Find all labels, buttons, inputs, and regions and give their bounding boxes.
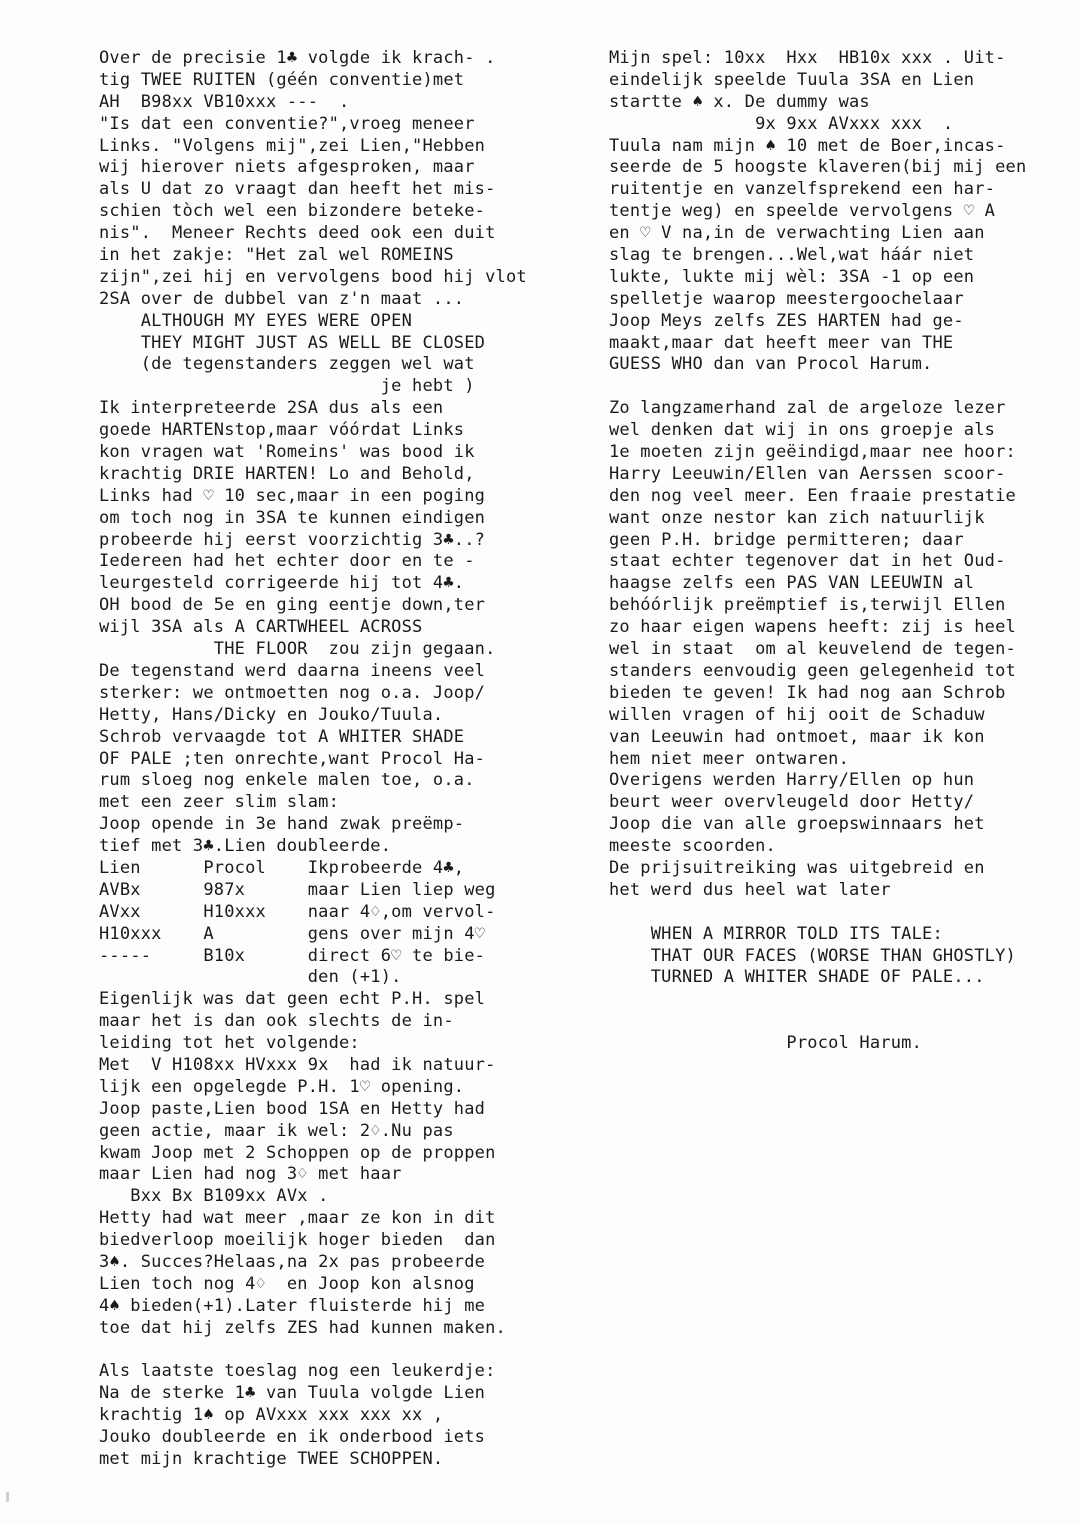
right-column-line: geen P.H. bridge permitteren; daar [609, 529, 964, 550]
right-column-line: lukte, lukte mij wèl: 3SA -1 op een [609, 266, 975, 287]
left-text-column [99, 48, 559, 1471]
left-column-line [99, 1340, 559, 1362]
left-column-line: AVBx 987x maar Lien liep weg [99, 879, 496, 900]
left-column-line: met een zeer slim slam: [99, 792, 340, 813]
left-column-line: met mijn krachtige TWEE SCHOPPEN. [99, 1449, 444, 1469]
left-column-line: zijn",zei hij en vervolgens bood hij vlot [99, 266, 527, 287]
right-column-line: meeste scoorden. [609, 836, 776, 857]
left-column-line: ALTHOUGH MY EYES WERE OPEN [99, 310, 413, 331]
right-column-line: Overigens werden Harry/Ellen op hun [609, 770, 975, 791]
right-text-column [609, 48, 1074, 1055]
left-column-line: Als laatste toeslag nog een leukerdje: [99, 1361, 496, 1382]
left-column-line: tief met 3♣.Lien doubleerde. [99, 836, 392, 857]
left-column-line: Lien toch nog 4♢ en Joop kon alsnog [99, 1273, 475, 1294]
right-column-line: het werd dus heel wat later [609, 879, 891, 900]
right-column-line: behóórlijk preëmptief is,terwijl Ellen [609, 595, 1006, 616]
left-column-line: Links had ♡ 10 sec,maar in een poging [99, 485, 486, 506]
left-column-line: tig TWEE RUITEN (géén conventie)met [99, 69, 465, 90]
right-column-line: willen vragen of hij ooit de Schaduw [609, 704, 985, 725]
right-column-line: en ♡ V na,in de verwachting Lien aan [609, 223, 985, 244]
left-column-line: lijk een opgelegde P.H. 1♡ opening. [99, 1076, 465, 1097]
left-column-line: Hetty had wat meer ,maar ze kon in dit [99, 1208, 496, 1229]
right-column-line [609, 989, 1074, 1011]
left-column-line: nis". Meneer Rechts deed ook een duit [99, 223, 496, 244]
right-column-line [609, 902, 1074, 924]
right-column-line: seerde de 5 hoogste klaveren(bij mij een [609, 157, 1027, 178]
left-column-line: "Is dat een conventie?",vroeg meneer [99, 113, 475, 134]
left-column-line: maar het is dan ook slechts de in- [99, 1011, 454, 1032]
right-column-line: WHEN A MIRROR TOLD ITS TALE: [609, 923, 943, 944]
right-column-line [609, 1011, 1074, 1033]
right-column-line: Procol Harum. [609, 1033, 923, 1054]
right-column-line: wel in staat om al keuvelend de tegen- [609, 639, 1016, 660]
right-column-line: Mijn spel: 10xx Hxx HB10x xxx . Uit- [609, 48, 1006, 68]
right-column-line: beurt weer overvleugeld door Hetty/ [609, 792, 975, 813]
left-column-line: goede HARTENstop,maar vóórdat Links [99, 420, 465, 441]
left-column-line: maar Lien had nog 3♢ met haar [99, 1164, 402, 1185]
right-column-line: van Leeuwin had ontmoet, maar ik kon [609, 726, 985, 747]
left-column-line: H10xxx A gens over mijn 4♡ [99, 923, 486, 944]
right-column-line: zo haar eigen wapens heeft: zij is heel [609, 617, 1016, 638]
right-column-line: wel denken dat wij in ons groepje als [609, 420, 996, 441]
right-column-line: spelletje waarop meestergoochelaar [609, 288, 964, 309]
left-column-line: THE FLOOR zou zijn gegaan. [99, 639, 496, 660]
left-column-line: Iedereen had het echter door en te - [99, 551, 475, 572]
right-column-line: tentje weg) en speelde vervolgens ♡ A [609, 201, 996, 222]
left-column-line: den (+1). [99, 967, 402, 988]
right-column-line [609, 376, 1074, 398]
left-column-line: Met V H108xx HVxxx 9x had ik natuur- [99, 1054, 496, 1075]
right-column-line: Joop Meys zelfs ZES HARTEN had ge- [609, 310, 964, 331]
left-column-line: AH B98xx VB10xxx --- . [99, 91, 350, 112]
left-column-line: krachtig 1♠ op AVxxx xxx xxx xx , [99, 1405, 444, 1426]
right-column-line: staat echter tegenover dat in het Oud- [609, 551, 1006, 572]
left-column-line: toe dat hij zelfs ZES had kunnen maken. [99, 1317, 506, 1338]
right-column-line: De prijsuitreiking was uitgebreid en [609, 857, 985, 878]
left-column-line: Links. "Volgens mij",zei Lien,"Hebben [99, 135, 486, 156]
left-column-line: biedverloop moeilijk hoger bieden dan [99, 1230, 496, 1251]
left-column-line: in het zakje: "Het zal wel ROMEINS [99, 245, 454, 266]
right-column-line: Zo langzamerhand zal de argeloze lezer [609, 398, 1006, 419]
right-column-line: want onze nestor kan zich natuurlijk [609, 507, 985, 528]
left-column-line: geen actie, maar ik wel: 2♢.Nu pas [99, 1120, 454, 1141]
left-column-line: De tegenstand werd daarna ineens veel [99, 660, 486, 681]
right-column-line: den nog veel meer. Een fraaie prestatie [609, 485, 1016, 506]
left-column-line: Joop paste,Lien bood 1SA en Hetty had [99, 1098, 486, 1119]
right-column-line: Joop die van alle groepswinnaars het [609, 814, 985, 835]
left-column-line: wij hierover niets afgesproken, maar [99, 157, 475, 178]
left-column-line: Jouko doubleerde en ik onderbood iets [99, 1427, 486, 1448]
left-column-line: Over de precisie 1♣ volgde ik krach- . [99, 48, 496, 68]
right-column-line: haagse zelfs een PAS VAN LEEUWIN al [609, 573, 975, 594]
left-column-line: schien tòch wel een bizondere beteke- [99, 201, 486, 222]
right-column-line: GUESS WHO dan van Procol Harum. [609, 354, 933, 375]
left-column-line: probeerde hij eerst voorzichtig 3♣..? [99, 529, 486, 550]
left-column-line: 2SA over de dubbel van z'n maat ... [99, 288, 465, 309]
right-column-line: eindelijk speelde Tuula 3SA en Lien [609, 69, 975, 90]
left-column-line: Na de sterke 1♣ van Tuula volgde Lien [99, 1383, 486, 1404]
scan-speck [6, 1492, 9, 1502]
left-column-line: OF PALE ;ten onrechte,want Procol Ha- [99, 748, 486, 769]
left-column-line: om toch nog in 3SA te kunnen eindigen [99, 507, 486, 528]
left-column-line: sterker: we ontmoetten nog o.a. Joop/ [99, 682, 486, 703]
left-column-line: Ik interpreteerde 2SA dus als een [99, 398, 444, 419]
left-column-line: Lien Procol Ikprobeerde 4♣, [99, 857, 465, 878]
left-column-line: (de tegenstanders zeggen wel wat [99, 354, 475, 375]
right-column-line: bieden te geven! Ik had nog aan Schrob [609, 682, 1006, 703]
left-column-line: Eigenlijk was dat geen echt P.H. spel [99, 989, 486, 1010]
left-column-line: THEY MIGHT JUST AS WELL BE CLOSED [99, 332, 486, 353]
left-column-line: leurgesteld corrigeerde hij tot 4♣. [99, 573, 465, 594]
left-column-line: AVxx H10xxx naar 4♢,om vervol- [99, 901, 496, 922]
right-column-line: Harry Leeuwin/Ellen van Aerssen scoor- [609, 463, 1006, 484]
right-column-line: 9x 9xx AVxxx xxx . [609, 113, 954, 134]
left-column-line: Hetty, Hans/Dicky en Jouko/Tuula. [99, 704, 444, 725]
right-column-line: slag te brengen...Wel,wat háár niet [609, 245, 975, 266]
right-column-line: Tuula nam mijn ♠ 10 met de Boer,incas- [609, 135, 1006, 156]
left-column-line: kwam Joop met 2 Schoppen op de proppen [99, 1142, 496, 1163]
right-column-line: startte ♠ x. De dummy was [609, 91, 870, 112]
left-column-line: wijl 3SA als A CARTWHEEL ACROSS [99, 617, 423, 638]
right-column-line: ruitentje en vanzelfsprekend een har- [609, 179, 996, 200]
left-column-line: Schrob vervaagde tot A WHITER SHADE [99, 726, 465, 747]
left-column-line: je hebt ) [99, 376, 475, 397]
left-column-line: rum sloeg nog enkele malen toe, o.a. [99, 770, 475, 791]
right-column-line: THAT OUR FACES (WORSE THAN GHOSTLY) [609, 945, 1016, 966]
left-column-line: OH bood de 5e en ging eentje down,ter [99, 595, 486, 616]
left-column-line: kon vragen wat 'Romeins' was bood ik [99, 442, 475, 463]
left-column-line: leiding tot het volgende: [99, 1033, 360, 1054]
right-column-line: 1e moeten zijn geëindigd,maar nee hoor: [609, 442, 1016, 463]
right-column-line: hem niet meer ontwaren. [609, 748, 850, 769]
left-column-line: 4♠ bieden(+1).Later fluisterde hij me [99, 1295, 486, 1316]
left-column-line: Joop opende in 3e hand zwak preëmp- [99, 814, 465, 835]
right-column-line: standers eenvoudig geen gelegenheid tot [609, 660, 1016, 681]
left-column-line: 3♠. Succes?Helaas,na 2x pas probeerde [99, 1251, 486, 1272]
left-column-line: als U dat zo vraagt dan heeft het mis- [99, 179, 496, 200]
left-column-line: krachtig DRIE HARTEN! Lo and Behold, [99, 463, 475, 484]
left-column-line: ----- B10x direct 6♡ te bie- [99, 945, 486, 966]
left-column-line: Bxx Bx B109xx AVx . [99, 1186, 329, 1207]
right-column-line: TURNED A WHITER SHADE OF PALE... [609, 967, 985, 988]
right-column-line: maakt,maar dat heeft meer van THE [609, 332, 954, 353]
